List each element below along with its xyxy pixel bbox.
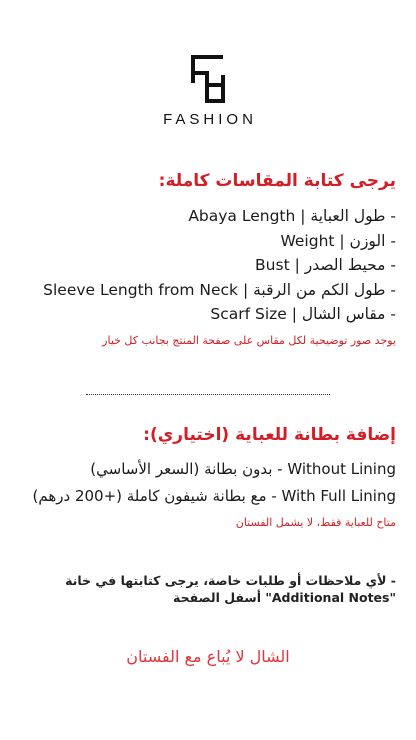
lining-option-full: With Full Lining - مع بطانة شيفون كاملة (+200 درهم) xyxy=(32,487,396,505)
lining-note: متاح للعباية فقط، لا يشمل الفستان xyxy=(235,516,396,529)
lining-option-without: Without Lining - بدون بطانة (السعر الأساسي) xyxy=(90,460,396,478)
brand-name: FASHION xyxy=(163,111,257,128)
lining-heading: إضافة بطانة للعباية (اختياري): xyxy=(143,425,396,445)
notes-line-1: - لأي ملاحظات أو طلبات خاصة، يرجى كتابتها في خانة xyxy=(65,573,396,588)
additional-notes-instruction xyxy=(18,572,396,606)
fashion-monogram-icon xyxy=(191,55,225,103)
measurements-list xyxy=(18,204,396,327)
measurements-note: يوجد صور توضيحية لكل مقاس على صفحة المنتج بجانب كل خيار xyxy=(102,334,396,347)
notes-line-2: "Additional Notes" أسفل الصفحة xyxy=(173,590,396,605)
list-item: - مقاس الشال | Scarf Size xyxy=(210,305,396,323)
list-item: - محيط الصدر | Bust xyxy=(255,256,396,274)
list-item: - طول العباية | Abaya Length xyxy=(188,207,396,225)
measurements-heading: يرجى كتابة المقاسات كاملة: xyxy=(158,171,396,191)
brand-logo xyxy=(0,55,416,128)
list-item: - طول الكم من الرقبة | Sleeve Length from Neck xyxy=(43,280,396,299)
section-divider xyxy=(86,394,330,395)
lining-options-list xyxy=(18,456,396,510)
list-item: - الوزن | Weight xyxy=(280,231,396,250)
scarf-notice: الشال لا يُباع مع الفستان xyxy=(126,647,290,666)
